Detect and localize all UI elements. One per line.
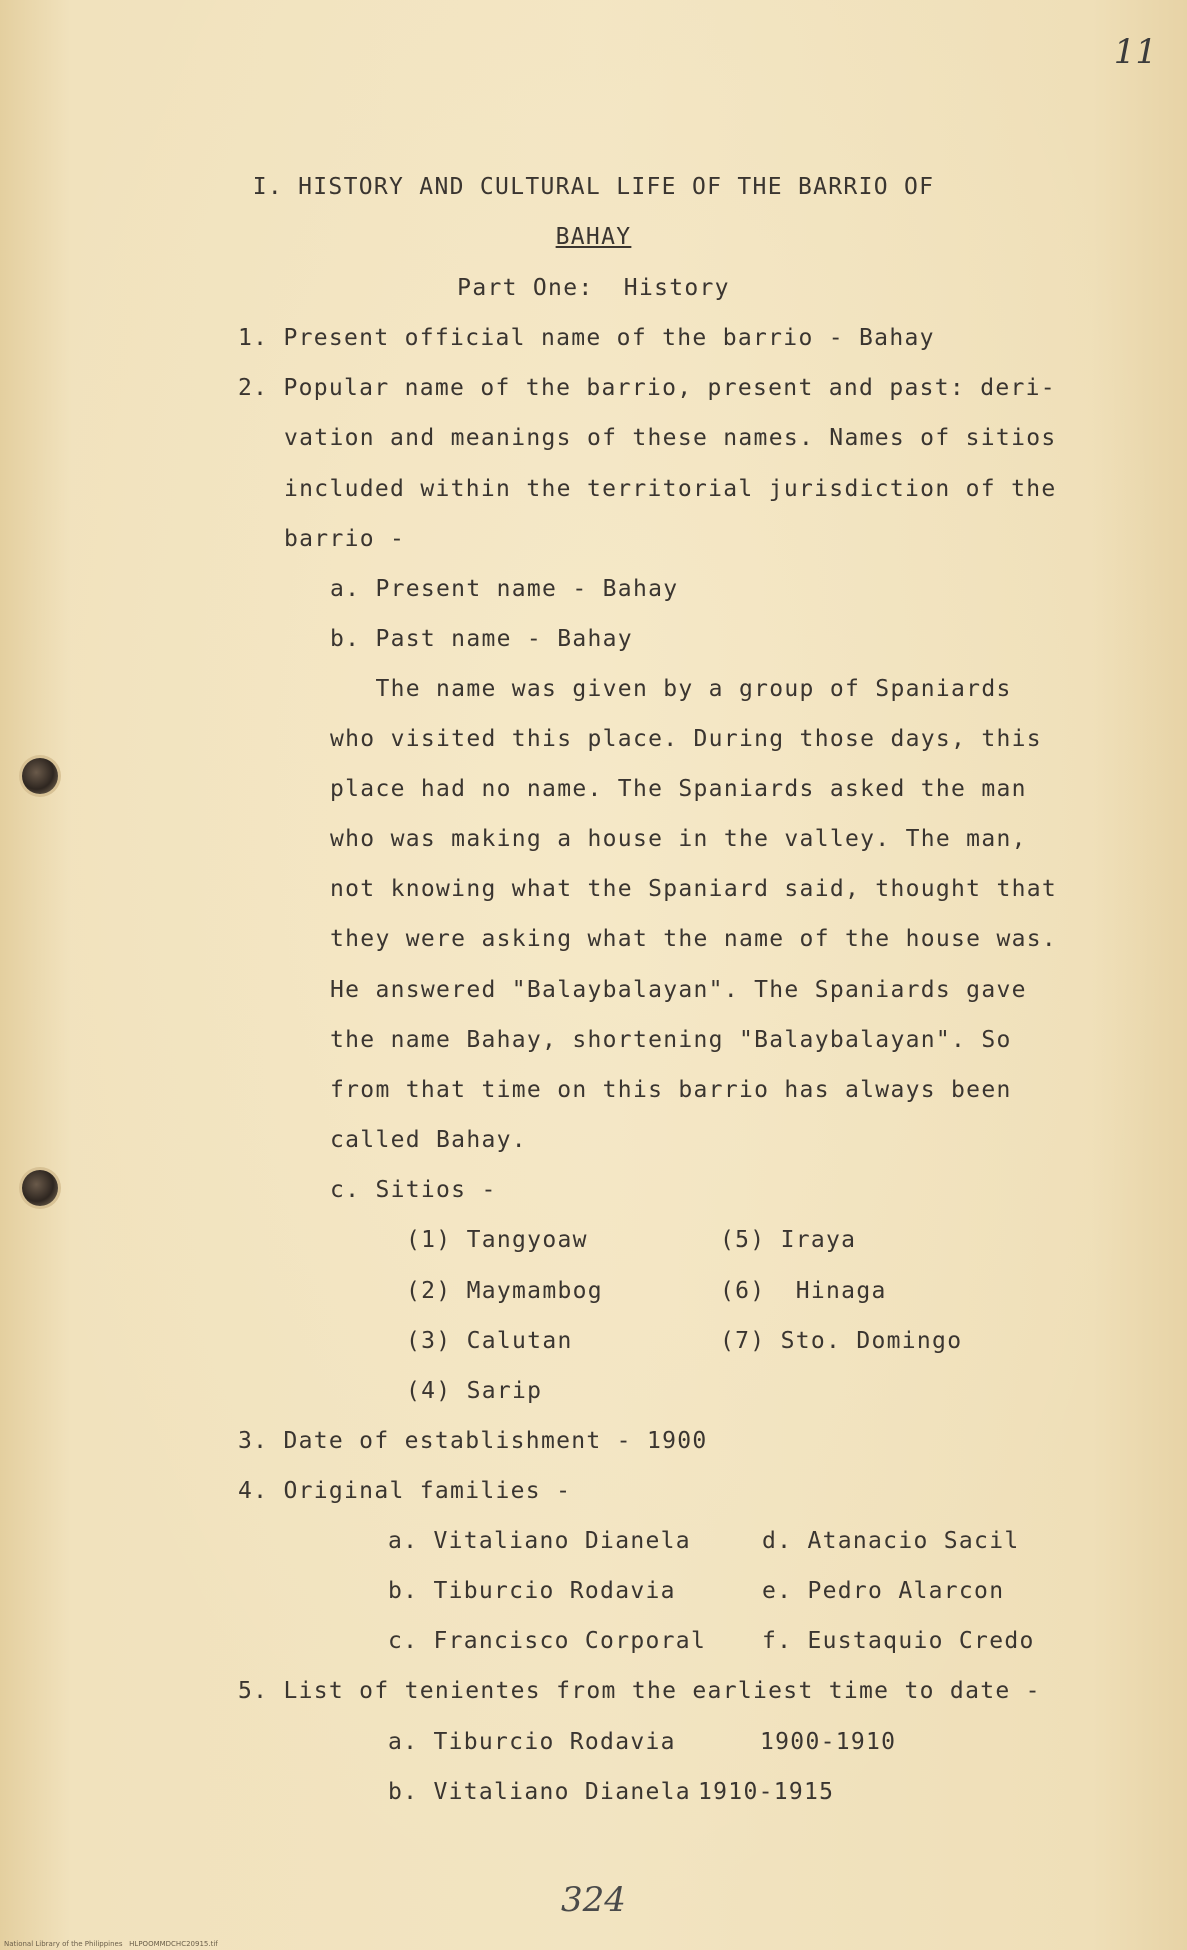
sitio-item: (7) Sto. Domingo — [720, 1328, 963, 1354]
family-item: a. Vitaliano Dianela — [388, 1528, 691, 1554]
item-2-line-2: vation and meanings of these names. Names of sitios — [284, 425, 1057, 451]
family-item: f. Eustaquio Credo — [762, 1628, 1035, 1654]
sitios-heading: c. Sitios - — [330, 1177, 497, 1203]
teniente-years: 1910-1915 — [698, 1779, 835, 1805]
item-2-b: b. Past name - Bahay — [330, 626, 633, 652]
family-item: b. Tiburcio Rodavia — [388, 1578, 676, 1604]
story-line: called Bahay. — [330, 1127, 527, 1153]
story-line: who was making a house in the valley. The man, — [330, 826, 1027, 852]
sitio-item: (5) Iraya — [720, 1227, 857, 1253]
archive-footer: National Library of the Philippines HLPOOMMDCHC20915.tif — [4, 1940, 218, 1948]
family-item: c. Francisco Corporal — [388, 1628, 707, 1654]
item-2-a: a. Present name - Bahay — [330, 576, 679, 602]
corner-page-mark: 11 — [1113, 32, 1157, 72]
sitio-item: (3) Calutan — [406, 1328, 573, 1354]
sitio-item: (2) Maymambog — [406, 1278, 603, 1304]
item-2-line-4: barrio - — [284, 526, 406, 552]
item-2-line-3: included within the territorial jurisdiction of the — [284, 476, 1057, 502]
sitio-item: (6) Hinaga — [720, 1278, 887, 1304]
story-line: they were asking what the name of the house was. — [330, 926, 1058, 952]
item-4: 4. Original families - — [238, 1478, 572, 1504]
story-line: not knowing what the Spaniard said, thought that — [330, 876, 1058, 902]
item-1: 1. Present official name of the barrio - Bahay — [238, 325, 935, 351]
story-line: the name Bahay, shortening "Balaybalayan". So — [330, 1027, 1012, 1053]
teniente-name: b. Vitaliano Dianela — [388, 1779, 691, 1805]
story-line: He answered "Balaybalayan". The Spaniards gave — [330, 977, 1027, 1003]
sitio-item: (1) Tangyoaw — [406, 1227, 588, 1253]
story-line: place had no name. The Spaniards asked the man — [330, 776, 1027, 802]
title-line-1: I. HISTORY AND CULTURAL LIFE OF THE BARRIO OF — [252, 174, 935, 200]
family-item: e. Pedro Alarcon — [762, 1578, 1005, 1604]
story-line: The name was given by a group of Spaniards — [330, 676, 1012, 702]
sitio-item: (4) Sarip — [406, 1378, 543, 1404]
item-3: 3. Date of establishment - 1900 — [238, 1428, 708, 1454]
punch-hole-top — [22, 758, 58, 794]
teniente-years: 1900-1910 — [760, 1729, 897, 1755]
story-line: from that time on this barrio has always been — [330, 1077, 1012, 1103]
page-number: 324 — [561, 1880, 626, 1920]
story-line: who visited this place. During those days, this — [330, 726, 1042, 752]
punch-hole-bottom — [22, 1170, 58, 1206]
teniente-name: a. Tiburcio Rodavia — [388, 1729, 676, 1755]
title-line-2: BAHAY — [555, 224, 632, 250]
item-2-line-1: 2. Popular name of the barrio, present and past: deri- — [238, 375, 1056, 401]
item-5: 5. List of tenientes from the earliest time to date - — [238, 1678, 1041, 1704]
part-heading: Part One: History — [457, 275, 730, 301]
family-item: d. Atanacio Sacil — [762, 1528, 1020, 1554]
